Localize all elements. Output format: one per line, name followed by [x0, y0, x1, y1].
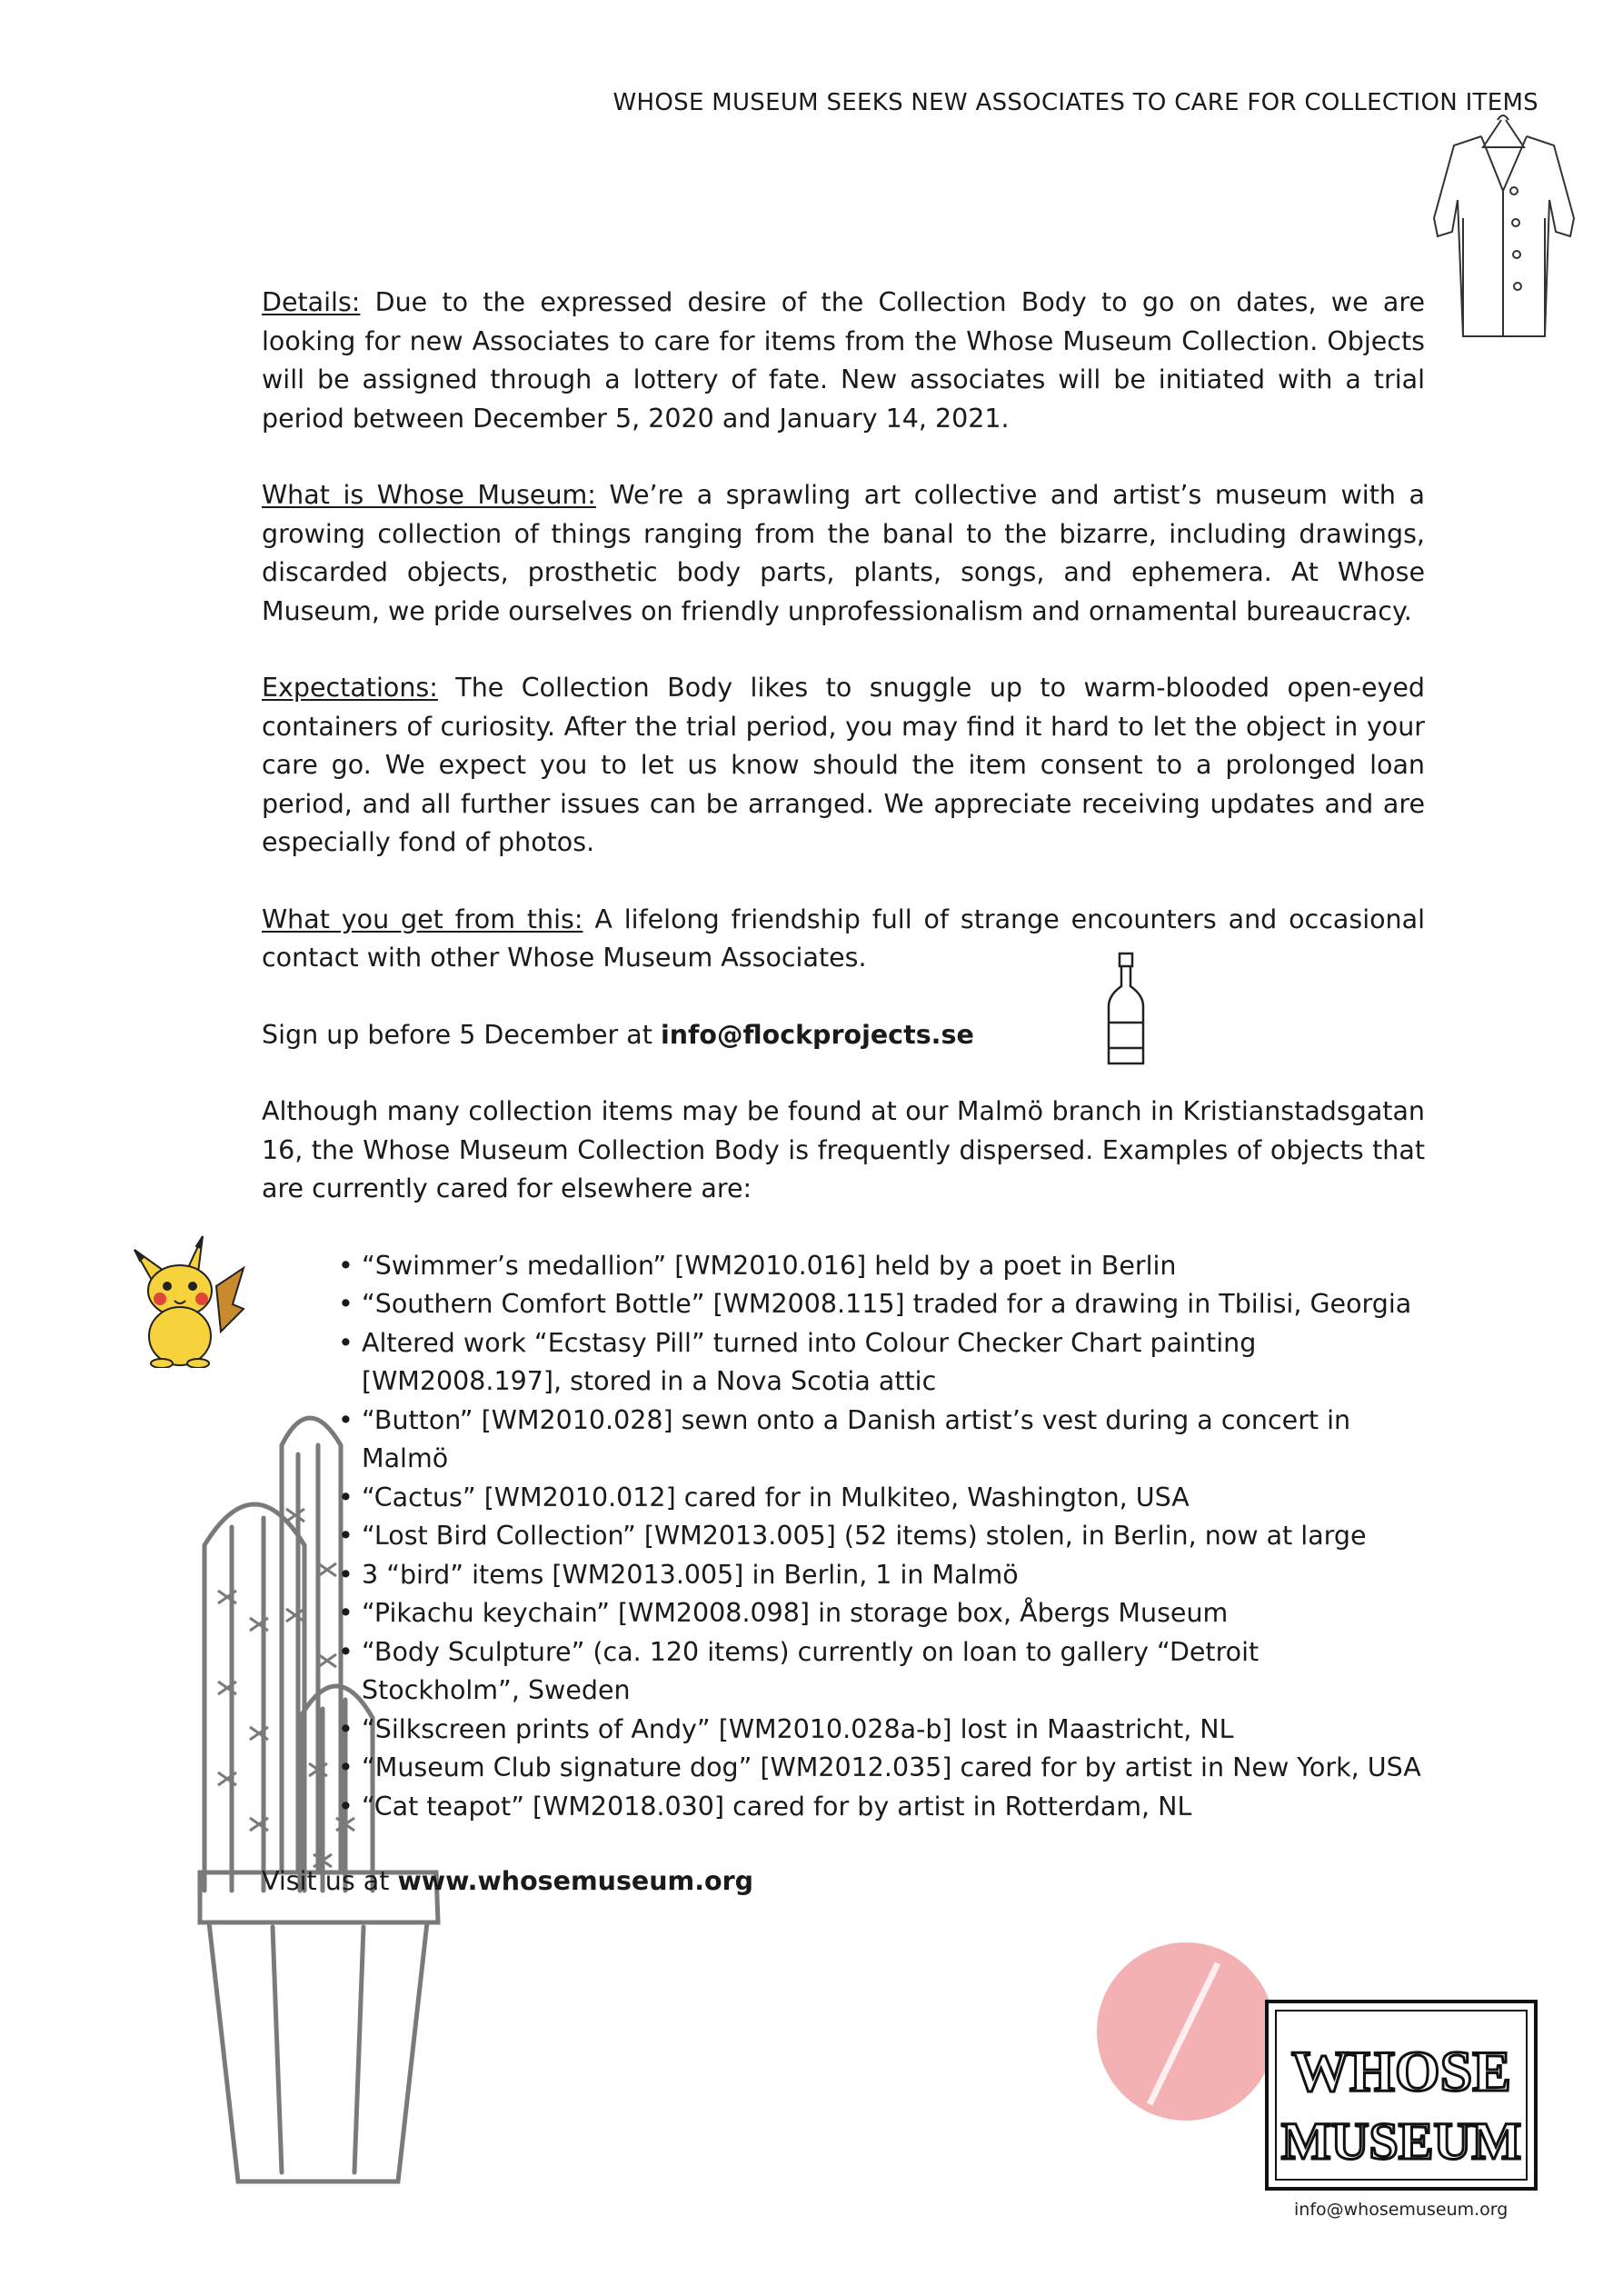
details-text: Due to the expressed desire of the Collection Body to go on dates, we are looking for new Associates to care for items from the Whose Museum Collection. Objects will be assigned through a lottery of fate. New associates will be initiated with a trial period between December 5, 2020 and January 14, 2021. [262, 287, 1425, 434]
signup-email-link[interactable]: info@flockprojects.se [660, 1019, 974, 1050]
details-paragraph [262, 284, 1425, 438]
list-item: • Altered work “Ecstasy Pill” turned into Colour Checker Chart painting [WM2008.197], stored in a Nova Scotia attic [338, 1324, 1425, 1402]
list-item: • “Southern Comfort Bottle” [WM2008.115] traded for a drawing in Tbilisi, Georgia [338, 1285, 1425, 1324]
what-you-get-label: What you get from this: [262, 903, 583, 934]
list-item: • “Body Sculpture” (ca. 120 items) currently on loan to gallery “Detroit Stockholm”, Sweden [338, 1633, 1425, 1711]
what-you-get-text: A lifelong friendship full of strange encounters and occasional contact with other Whose Museum Associates. [262, 903, 1425, 973]
main-content [262, 284, 1425, 1940]
list-item: • “Swimmer’s medallion” [WM2010.016] held by a poet in Berlin [338, 1247, 1425, 1286]
visit-paragraph [262, 1862, 1425, 1902]
list-item: • “Cactus” [WM2010.012] cared for in Mulkiteo, Washington, USA [338, 1479, 1425, 1518]
signup-paragraph [262, 1016, 1425, 1055]
expectations-label: Expectations: [262, 673, 438, 703]
visit-prefix: Visit us at [262, 1866, 398, 1896]
signup-prefix: Sign up before 5 December at [262, 1019, 661, 1050]
collection-items-list [262, 1247, 1425, 1827]
although-paragraph: Although many collection items may be found at our Malmö branch in Kristianstadsgatan 16, the Whose Museum Collection Body is frequently dispersed. Examples of objects that are currently cared for elsewhere are: [262, 1096, 1425, 1203]
what-is-text: We’re a sprawling art collective and artist’s museum with a growing collection of things ranging from the banal to the bizarre, including drawings, discarded objects, prosthetic body parts, plants, songs, and ephemera. At Whose Museum, we pride ourselves on friendly unprofessionalism and ornamental bureaucracy. [262, 480, 1425, 626]
footer-email: info@whosemuseum.org [1294, 2200, 1508, 2220]
pikachu-illustration [116, 1232, 248, 1368]
what-you-get-paragraph [262, 901, 1425, 978]
list-item: • “Pikachu keychain” [WM2008.098] in storage box, Åbergs Museum [338, 1594, 1425, 1633]
lab-coat-illustration [1427, 109, 1581, 354]
list-item: • “Cat teapot” [WM2018.030] cared for by artist in Rotterdam, NL [338, 1788, 1425, 1827]
expectations-text: The Collection Body likes to snuggle up to warm-blooded open-eyed containers of curiosity. After the trial period, you may find it hard to let the object in your care go. We expect you to let us know should the item consent to a prolonged loan period, and all further issues can be arranged. We appreciate receiving updates and are especially fond of photos. [262, 673, 1425, 857]
expectations-paragraph [262, 669, 1425, 863]
logo-text-whose: WHOSE [1291, 2039, 1511, 2103]
website-link[interactable]: www.whosemuseum.org [397, 1866, 754, 1896]
what-is-label: What is Whose Museum: [262, 480, 596, 510]
list-item: • “Silkscreen prints of Andy” [WM2010.028a-b] lost in Maastricht, NL [338, 1711, 1425, 1750]
list-item: • “Museum Club signature dog” [WM2012.035] cared for by artist in New York, USA [338, 1749, 1425, 1788]
list-item: • “Button” [WM2010.028] sewn onto a Danish artist’s vest during a concert in Malmö [338, 1402, 1425, 1479]
details-label: Details: [262, 287, 361, 317]
list-item: • “Lost Bird Collection” [WM2013.005] (52 items) stolen, in Berlin, now at large [338, 1517, 1425, 1556]
whose-museum-logo [1265, 2000, 1538, 2191]
pill-illustration [1095, 1941, 1277, 2122]
what-is-paragraph [262, 476, 1425, 631]
logo-text-museum: MUSEUM [1280, 2111, 1522, 2171]
list-item: • 3 “bird” items [WM2013.005] in Berlin, 1 in Malmö [338, 1556, 1425, 1595]
page-title: WHOSE MUSEUM SEEKS NEW ASSOCIATES TO CARE FOR COLLECTION ITEMS [612, 89, 1538, 116]
